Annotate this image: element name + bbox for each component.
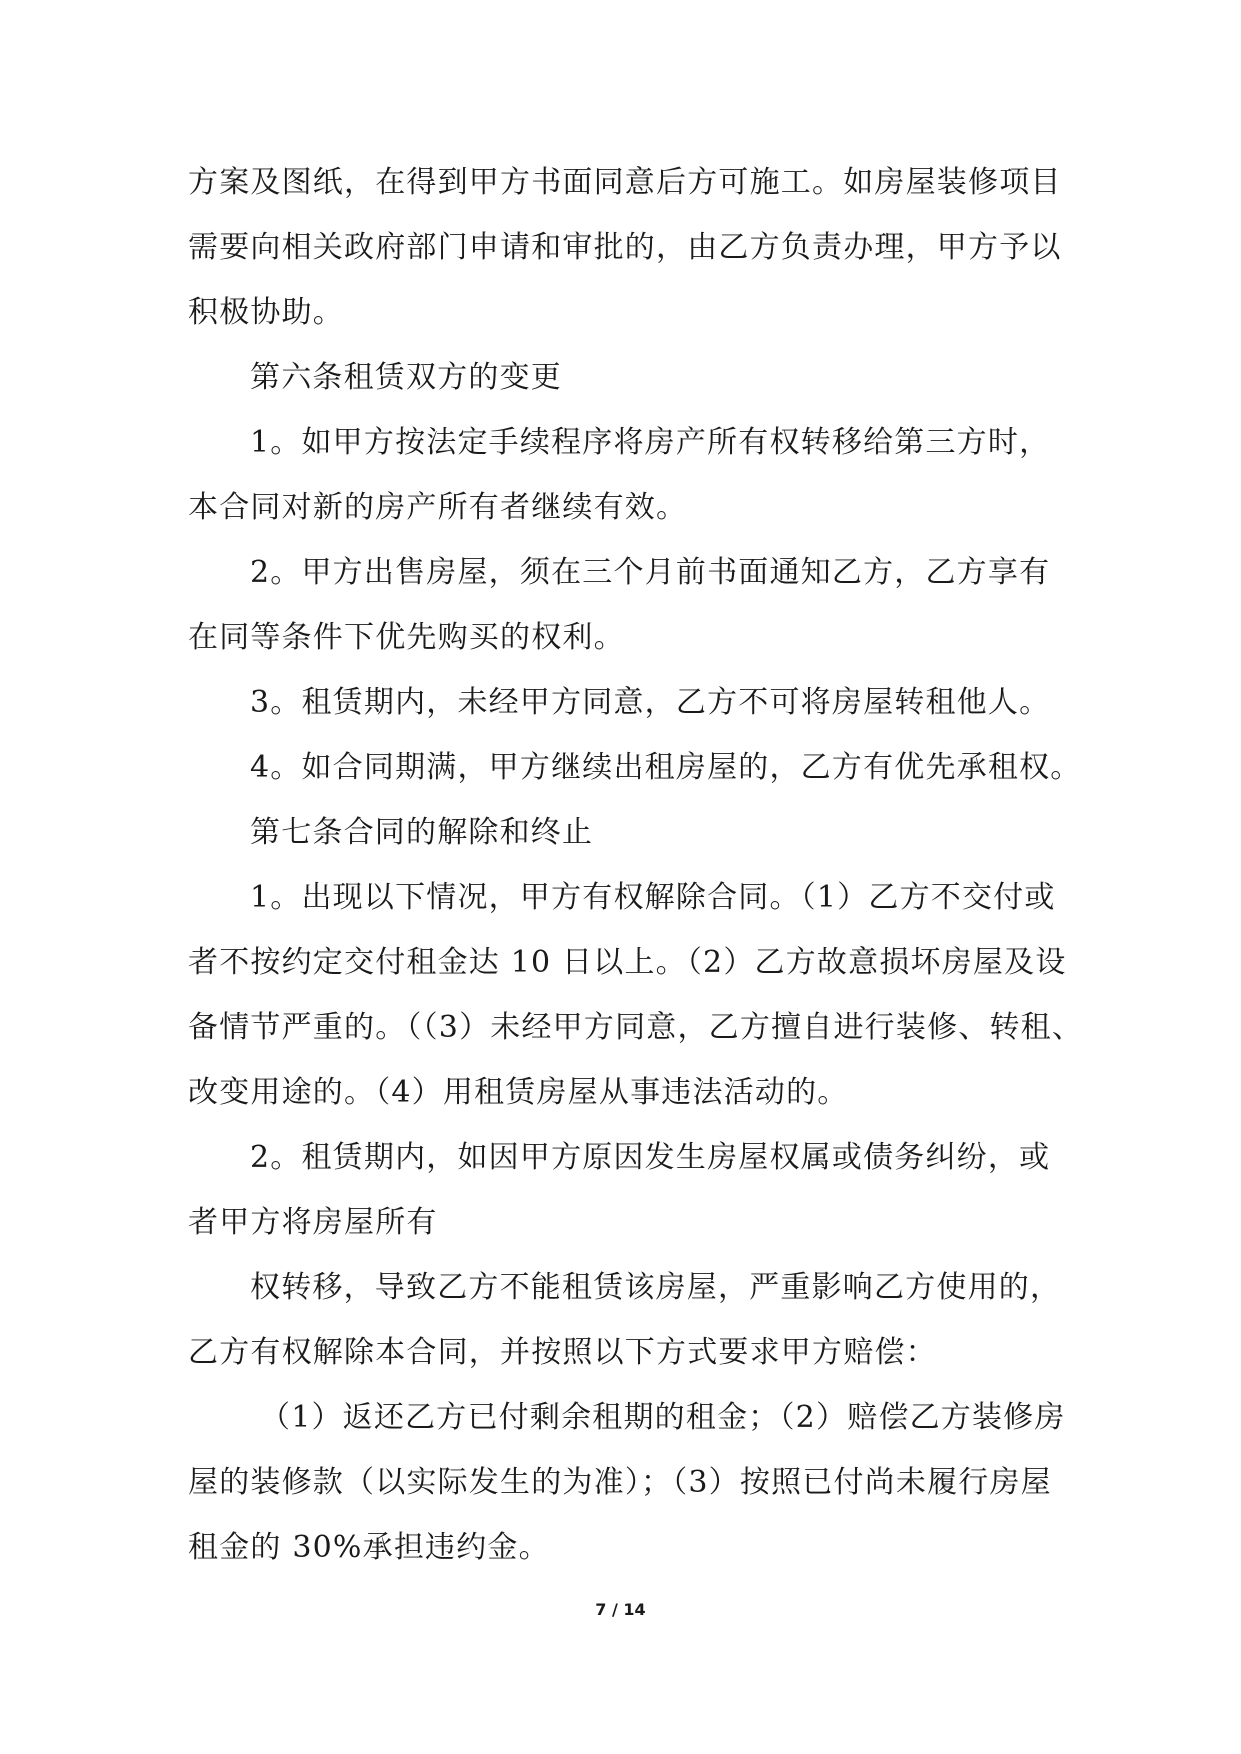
paragraph-line: 屋的装修款（以实际发生的为准）；（3）按照已付尚未履行房屋 <box>188 1465 1052 1500</box>
paragraph-line: 1。如甲方按法定手续程序将房产所有权转移给第三方时， <box>250 425 1051 460</box>
paragraph-line: 2。租赁期内，如因甲方原因发生房屋权属或债务纠纷，或 <box>250 1140 1051 1175</box>
paragraph-line: 者甲方将房屋所有 <box>188 1205 438 1240</box>
paragraph-line: 备情节严重的。（（3）未经甲方同意，乙方擅自进行装修、转租、 <box>188 1010 1084 1045</box>
page-number: 7 / 14 <box>595 1600 646 1619</box>
paragraph-line: 2。甲方出售房屋，须在三个月前书面通知乙方，乙方享有 <box>250 555 1051 590</box>
paragraph-line: 方案及图纸，在得到甲方书面同意后方可施工。如房屋装修项目 <box>188 165 1062 200</box>
paragraph-line: 改变用途的。（4）用租赁房屋从事违法活动的。 <box>188 1075 849 1110</box>
paragraph-line: 租金的 30%承担违约金。 <box>188 1530 550 1565</box>
paragraph-line: 乙方有权解除本合同，并按照以下方式要求甲方赔偿： <box>188 1335 937 1370</box>
paragraph-line: 4。如合同期满，甲方继续出租房屋的，乙方有优先承租权。 <box>250 750 1082 785</box>
paragraph-line: 积极协助。 <box>188 295 344 330</box>
paragraph-line: 者不按约定交付租金达 10 日以上。（2）乙方故意损坏房屋及设 <box>188 945 1067 980</box>
paragraph-line: （1）返还乙方已付剩余租期的租金；（2）赔偿乙方装修房 <box>260 1400 1066 1435</box>
paragraph-line: 1。出现以下情况，甲方有权解除合同。（1）乙方不交付或 <box>250 880 1056 915</box>
document-body <box>188 158 1084 1588</box>
section-heading: 第七条合同的解除和终止 <box>250 815 594 850</box>
paragraph-line: 需要向相关政府部门申请和审批的，由乙方负责办理，甲方予以 <box>188 230 1062 265</box>
section-heading: 第六条租赁双方的变更 <box>250 360 562 395</box>
paragraph-line: 本合同对新的房产所有者继续有效。 <box>188 490 688 525</box>
paragraph-line: 在同等条件下优先购买的权利。 <box>188 620 625 655</box>
paragraph-line: 权转移，导致乙方不能租赁该房屋，严重影响乙方使用的， <box>250 1270 1062 1305</box>
paragraph-line: 3。租赁期内，未经甲方同意，乙方不可将房屋转租他人。 <box>250 685 1051 720</box>
